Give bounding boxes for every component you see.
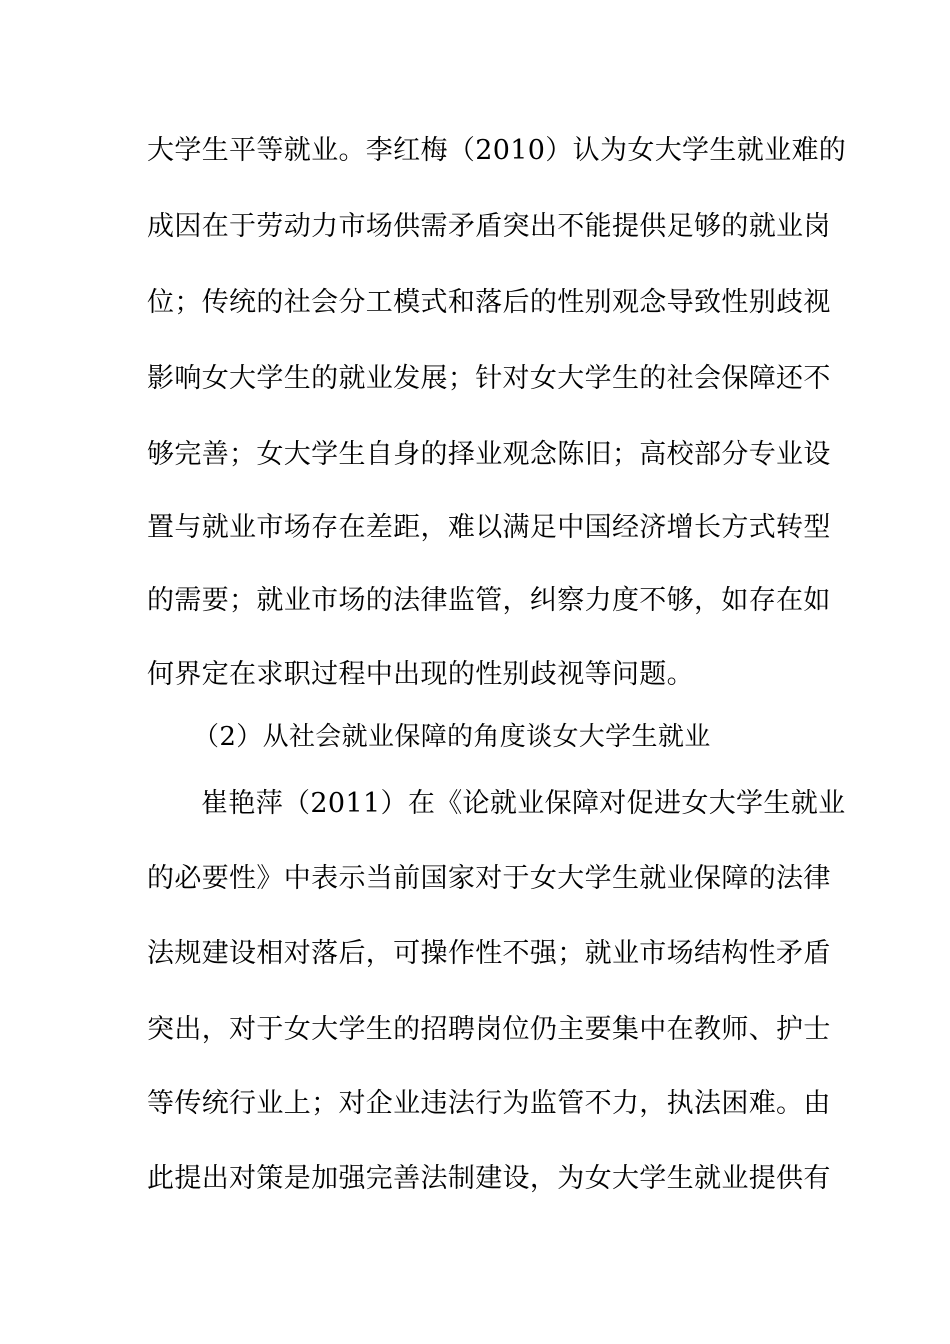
paragraph-1-line-8: 何界定在求职过程中出现的性别歧视等问题。 [147,659,694,690]
paragraph-1-line-7: 的需要；就业市场的法律监管，纠察力度不够，如存在如 [147,585,831,616]
paragraph-2-line-4: 突出，对于女大学生的招聘岗位仍主要集中在教师、护士 [147,1014,831,1045]
paragraph-2-line-5: 等传统行业上；对企业违法行为监管不力，执法困难。由 [147,1088,831,1119]
paragraph-2-line-6: 此提出对策是加强完善法制建设，为女大学生就业提供有 [147,1163,831,1194]
paragraph-2-line-2: 的必要性》中表示当前国家对于女大学生就业保障的法律 [147,863,831,894]
paragraph-1-line-2: 成因在于劳动力市场供需矛盾突出不能提供足够的就业岗 [147,211,831,242]
paragraph-1-line-6: 置与就业市场存在差距，难以满足中国经济增长方式转型 [147,512,831,543]
paragraph-1-line-3: 位；传统的社会分工模式和落后的性别观念导致性别歧视 [147,287,831,318]
paragraph-1-line-4: 影响女大学生的就业发展；针对女大学生的社会保障还不 [147,363,831,394]
paragraph-1-line-1: 大学生平等就业。李红梅（2010）认为女大学生就业难的 [147,135,847,166]
paragraph-2-line-3: 法规建设相对落后，可操作性不强；就业市场结构性矛盾 [147,938,831,969]
section-heading: （2）从社会就业保障的角度谈女大学生就业 [193,722,711,752]
paragraph-1-line-5: 够完善；女大学生自身的择业观念陈旧；高校部分专业设 [147,439,831,470]
paragraph-2-line-1: 崔艳萍（2011）在《论就业保障对促进女大学生就业 [201,788,846,819]
